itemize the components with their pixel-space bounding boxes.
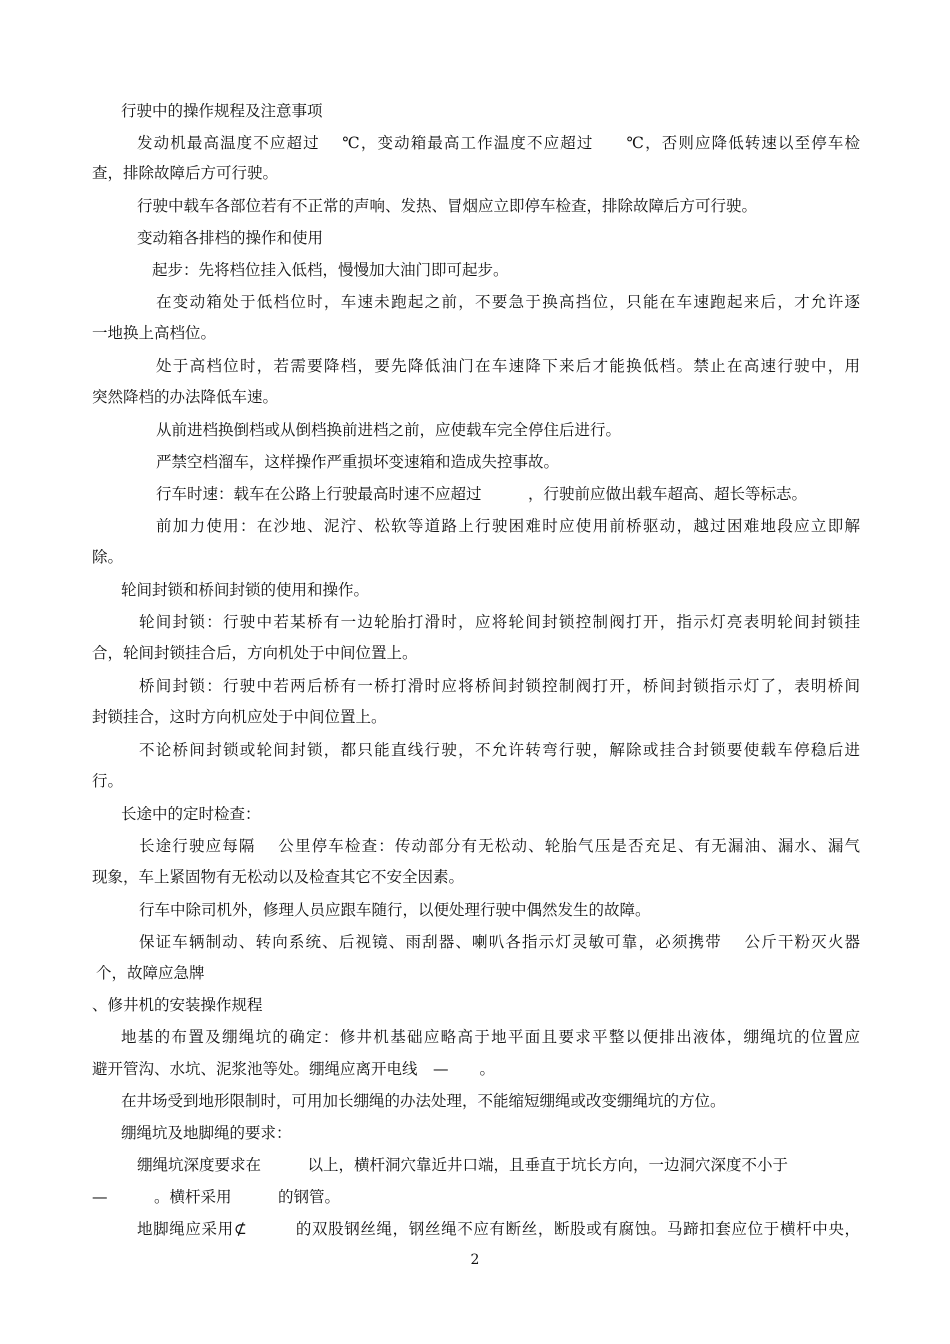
paragraph-line: 现象，车上紧固物有无松动以及检查其它不安全因素。 — [92, 868, 465, 886]
paragraph-line: 合，轮间封锁挂合后，方向机处于中间位置上。 — [92, 644, 418, 662]
paragraph-line: 在变动箱处于低档位时，车速未跑起之前，不要急于换高挡位，只能在车速跑起来后，才允许逐 — [156, 293, 860, 311]
paragraph-line: 保证车辆制动、转向系统、后视镜、雨刮器、喇叭各指示灯灵敏可靠，必须携带 公斤干粉灭火器 — [139, 933, 860, 951]
paragraph-line: 不论桥间封锁或轮间封锁，都只能直线行驶，不允许转弯行驶，解除或挂合封锁要使载车停稳后进 — [139, 741, 860, 759]
paragraph-line: 处于高档位时，若需要降档，要先降低油门在车速降下来后才能换低档。禁止在高速行驶中，用 — [156, 357, 860, 375]
heading-inspection: 长途中的定时检查： — [121, 805, 261, 823]
paragraph-line: 从前进档换倒档或从倒档换前进档之前，应使载车完全停住后进行。 — [156, 421, 622, 439]
paragraph-line: 个，故障应急牌 — [96, 964, 205, 982]
paragraph-line: 一地换上高档位。 — [92, 324, 217, 342]
heading-driving-rules: 行驶中的操作规程及注意事项 — [121, 102, 323, 120]
paragraph-line: 起步：先将档位挂入低档，慢慢加大油门即可起步。 — [152, 261, 509, 279]
paragraph-line: 前加力使用：在沙地、泥泞、松软等道路上行驶困难时应使用前桥驱动，越过困难地段应立即解 — [156, 517, 860, 535]
paragraph-line: 行车中除司机外，修理人员应跟车随行，以便处理行驶中偶然发生的故障。 — [139, 901, 651, 919]
heading-rope-pit: 绷绳坑及地脚绳的要求： — [121, 1124, 292, 1142]
paragraph-line: 在井场受到地形限制时，可用加长绷绳的办法处理，不能缩短绷绳或改变绷绳坑的方位。 — [121, 1092, 726, 1110]
paragraph-line: 地脚绳应采用⊄ 的双股钢丝绳，钢丝绳不应有断丝，断股或有腐蚀。马蹄扣套应位于横杆中央， — [137, 1220, 860, 1238]
heading-installation: 、修井机的安装操作规程 — [92, 996, 263, 1014]
paragraph-line: 封锁挂合，这时方向机应处于中间位置上。 — [92, 708, 387, 726]
paragraph-line: — 。横杆采用 的钢管。 — [92, 1188, 341, 1206]
paragraph-line: 避开管沟、水坑、泥浆池等处。绷绳应离开电线 — 。 — [92, 1060, 496, 1078]
paragraph-line: 轮间封锁：行驶中若某桥有一边轮胎打滑时，应将轮间封锁控制阀打开，指示灯亮表明轮间封锁挂 — [139, 613, 860, 631]
paragraph-line: 绷绳坑深度要求在 以上，横杆洞穴靠近井口端，且垂直于坑长方向，一边洞穴深度不小于 — [137, 1156, 789, 1174]
heading-lock: 轮间封锁和桥间封锁的使用和操作。 — [121, 581, 370, 599]
paragraph-line: 严禁空档溜车，这样操作严重损坏变速箱和造成失控事故。 — [156, 453, 560, 471]
paragraph-line: 长途行驶应每隔 公里停车检查：传动部分有无松动、轮胎气压是否充足、有无漏油、漏水、漏气 — [139, 837, 860, 855]
page-number: 2 — [470, 1252, 480, 1268]
paragraph-line: 除。 — [92, 548, 124, 566]
paragraph-line: 桥间封锁：行驶中若两后桥有一桥打滑时应将桥间封锁控制阀打开，桥间封锁指示灯了，表明桥间 — [139, 677, 860, 695]
paragraph-line: 查，排除故障后方可行驶。 — [92, 164, 279, 182]
paragraph-line: 行驶中载车各部位若有不正常的声响、发热、冒烟应立即停车检查，排除故障后方可行驶。 — [137, 197, 758, 215]
paragraph-line: 发动机最高温度不应超过 ℃，变动箱最高工作温度不应超过 ℃，否则应降低转速以至停车检 — [137, 134, 860, 152]
paragraph-line: 行。 — [92, 772, 124, 790]
paragraph-line: 突然降档的办法降低车速。 — [92, 388, 279, 406]
paragraph-line: 行车时速：载车在公路上行驶最高时速不应超过 ，行驶前应做出载车超高、超长等标志。 — [156, 485, 808, 503]
heading-gearbox: 变动箱各排档的操作和使用 — [137, 229, 324, 247]
paragraph-line: 地基的布置及绷绳坑的确定：修井机基础应略高于地平面且要求平整以便排出液体，绷绳坑的位置应 — [121, 1028, 860, 1046]
